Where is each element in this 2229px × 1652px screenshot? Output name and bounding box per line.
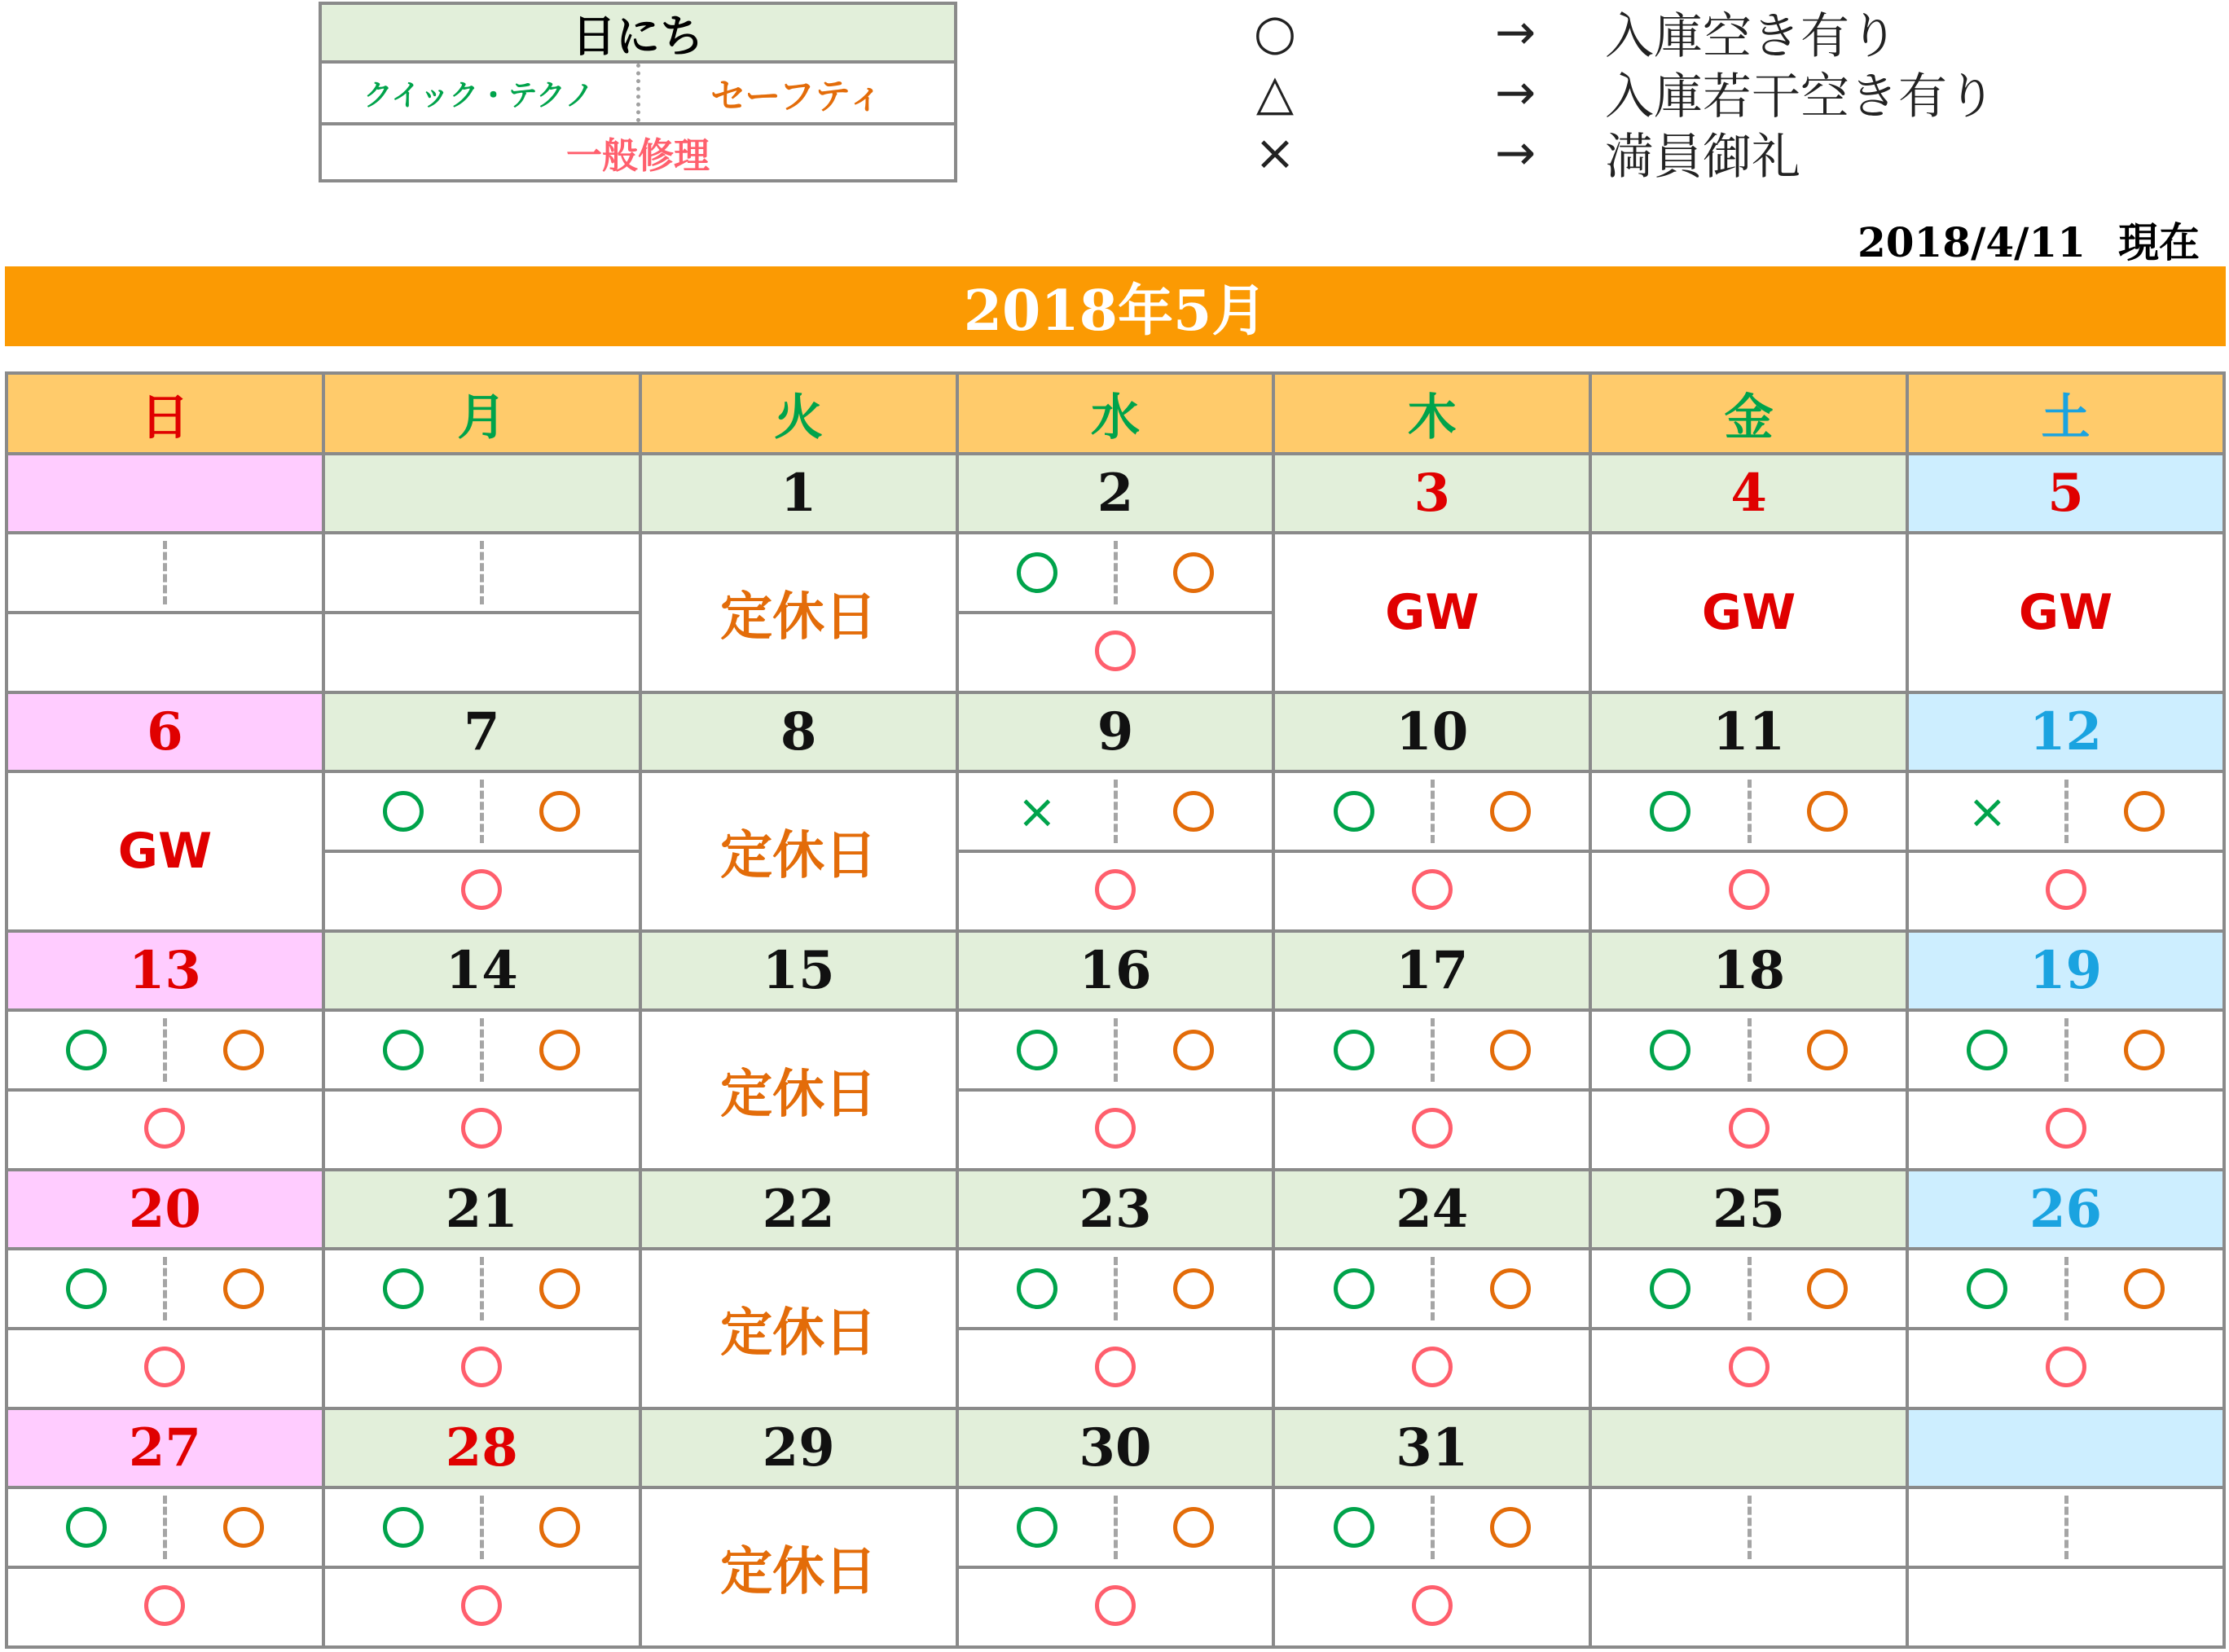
quick-techno-status — [1909, 1250, 2065, 1327]
cross-symbol: × — [1254, 125, 1296, 182]
available-circle-icon — [1334, 791, 1374, 832]
general-repair-status — [7, 1329, 323, 1408]
available-circle-icon — [539, 791, 580, 832]
slot-row-top — [957, 771, 1274, 851]
quick-techno-status — [1909, 773, 2065, 850]
available-circle-icon — [1650, 1030, 1690, 1070]
available-circle-icon — [1173, 791, 1214, 832]
slot-row-top — [1273, 1010, 1590, 1090]
available-circle-icon — [144, 1108, 185, 1149]
available-circle-icon — [1017, 1268, 1057, 1309]
day-number: 15 — [640, 931, 957, 1010]
quick-techno-status — [8, 1012, 165, 1088]
available-circle-icon — [1095, 869, 1136, 910]
legend-general-repair-label: 一般修理 — [566, 135, 710, 177]
available-circle-icon — [2124, 1268, 2165, 1309]
available-circle-icon — [1412, 1108, 1453, 1149]
available-circle-icon — [2046, 1347, 2086, 1387]
triangle-symbol: △ — [1255, 64, 1295, 121]
general-repair-status — [323, 1567, 640, 1647]
available-circle-icon — [1173, 1507, 1214, 1548]
available-circle-icon — [539, 1268, 580, 1309]
general-repair-status — [957, 851, 1274, 931]
legend-middle-row — [322, 64, 954, 125]
dashed-divider — [163, 541, 167, 604]
legend-quick-techno-label: クイック・テクノ — [322, 64, 640, 122]
safety-status — [2066, 1012, 2222, 1088]
quick-techno-status — [1275, 1012, 1431, 1088]
circle-symbol: ○ — [1253, 4, 1297, 61]
gw-label: GW — [7, 771, 323, 931]
day-number: 12 — [1907, 692, 2224, 771]
available-circle-icon — [383, 1268, 424, 1309]
day-number: 10 — [1273, 692, 1590, 771]
slot-row-top — [1590, 1010, 1907, 1090]
available-circle-icon — [461, 1108, 502, 1149]
weekday-header: 土 — [1907, 373, 2224, 454]
safety-status — [1749, 1250, 1906, 1327]
day-number: 22 — [640, 1170, 957, 1249]
day-number: 24 — [1273, 1170, 1590, 1249]
slot-row-top — [323, 771, 640, 851]
available-circle-icon — [1173, 552, 1214, 593]
available-circle-icon — [1173, 1268, 1214, 1309]
general-repair-status — [957, 1090, 1274, 1170]
available-circle-icon — [1490, 791, 1531, 832]
safety-status — [1115, 534, 1272, 611]
closed-day-label: 定休日 — [640, 771, 957, 931]
weekday-header: 水 — [957, 373, 1274, 454]
available-circle-icon — [1807, 791, 1848, 832]
slot-row-top — [323, 1487, 640, 1567]
dashed-divider — [480, 541, 484, 604]
day-number: 28 — [323, 1408, 640, 1487]
quick-techno-status — [325, 773, 481, 850]
day-number: 14 — [323, 931, 640, 1010]
as-of-date — [1858, 210, 2200, 269]
general-repair-status — [1273, 1567, 1590, 1647]
available-circle-icon — [1173, 1030, 1214, 1070]
safety-status — [165, 1489, 321, 1566]
safety-status — [2066, 773, 2222, 850]
day-number: 20 — [7, 1170, 323, 1249]
slot-row-top — [323, 1010, 640, 1090]
available-circle-icon — [1967, 1268, 2007, 1309]
legend-date-label: 日にち — [322, 5, 954, 64]
quick-techno-status — [1275, 773, 1431, 850]
available-circle-icon — [383, 791, 424, 832]
safety-status — [1432, 1250, 1589, 1327]
day-number: 6 — [7, 692, 323, 771]
available-circle-icon — [1412, 1585, 1453, 1626]
general-repair-status — [957, 613, 1274, 692]
general-repair-status — [1907, 1329, 2224, 1408]
slot-row-top — [957, 1249, 1274, 1329]
general-repair-status — [323, 1090, 640, 1170]
symbol-legend-row — [1238, 3, 2053, 65]
available-circle-icon — [223, 1268, 264, 1309]
day-number: 2 — [957, 454, 1274, 533]
available-circle-icon — [1729, 869, 1770, 910]
safety-status — [1749, 773, 1906, 850]
legend-box — [319, 2, 957, 182]
available-circle-icon — [1650, 791, 1690, 832]
safety-status — [481, 773, 638, 850]
quick-techno-status — [1275, 1250, 1431, 1327]
day-number — [1590, 1408, 1907, 1487]
safety-status — [481, 1489, 638, 1566]
available-circle-icon — [1490, 1268, 1531, 1309]
available-circle-icon — [223, 1507, 264, 1548]
symbol-legend-row — [1238, 64, 2053, 125]
full-cross-icon: × — [1017, 784, 1057, 839]
slot-row-top — [7, 1487, 323, 1567]
available-circle-icon — [1334, 1507, 1374, 1548]
safety-status — [2066, 1250, 2222, 1327]
available-circle-icon — [1095, 1108, 1136, 1149]
general-repair-status — [1590, 1567, 1907, 1647]
day-number: 3 — [1273, 454, 1590, 533]
calendar-title: 2018年5月 — [5, 266, 2226, 346]
day-number — [1907, 1408, 2224, 1487]
safety-status — [165, 1250, 321, 1327]
safety-status — [1115, 1250, 1272, 1327]
general-repair-status — [1907, 851, 2224, 931]
day-number: 31 — [1273, 1408, 1590, 1487]
slot-row-top — [1590, 771, 1907, 851]
general-repair-status — [7, 1567, 323, 1647]
available-circle-icon — [1412, 1347, 1453, 1387]
weekday-header: 木 — [1273, 373, 1590, 454]
quick-techno-status — [8, 1250, 165, 1327]
slot-row-top — [1907, 771, 2224, 851]
day-number: 30 — [957, 1408, 1274, 1487]
day-number: 18 — [1590, 931, 1907, 1010]
closed-day-label: 定休日 — [640, 1010, 957, 1170]
as-of-label: 現在 — [2118, 219, 2200, 266]
quick-techno-status — [325, 1250, 481, 1327]
available-circle-icon — [2124, 1030, 2165, 1070]
quick-techno-status — [325, 1012, 481, 1088]
weekday-header: 火 — [640, 373, 957, 454]
general-repair-status — [957, 1329, 1274, 1408]
weekday-header: 金 — [1590, 373, 1907, 454]
safety-status — [1115, 773, 1272, 850]
quick-techno-status — [959, 1012, 1115, 1088]
day-number: 1 — [640, 454, 957, 533]
available-circle-icon — [1412, 869, 1453, 910]
general-repair-status — [323, 1329, 640, 1408]
safety-status — [1432, 1489, 1589, 1566]
dashed-divider — [2064, 1496, 2069, 1559]
general-repair-status — [957, 1567, 1274, 1647]
available-circle-icon — [66, 1268, 107, 1309]
slot-row-top — [957, 533, 1274, 613]
general-repair-status — [7, 613, 323, 692]
day-number: 13 — [7, 931, 323, 1010]
available-circle-icon — [1095, 1347, 1136, 1387]
closed-day-label: 定休日 — [640, 533, 957, 692]
available-circle-icon — [1807, 1268, 1848, 1309]
slot-row-top — [1273, 1249, 1590, 1329]
safety-status — [165, 1012, 321, 1088]
quick-techno-status — [959, 773, 1115, 850]
quick-techno-status — [1592, 773, 1748, 850]
gw-label: GW — [1273, 533, 1590, 692]
slot-row-top — [1590, 1487, 1907, 1567]
weekday-header: 月 — [323, 373, 640, 454]
day-number: 4 — [1590, 454, 1907, 533]
legend-safety-label: セーフティ — [710, 76, 884, 117]
day-number: 23 — [957, 1170, 1274, 1249]
available-circle-icon — [1017, 1030, 1057, 1070]
day-number: 8 — [640, 692, 957, 771]
general-repair-status — [323, 613, 640, 692]
general-repair-status — [1590, 851, 1907, 931]
day-number: 29 — [640, 1408, 957, 1487]
symbol-meaning: 入庫空き有り — [1605, 8, 1898, 65]
slot-row-top — [7, 1249, 323, 1329]
general-repair-status — [1590, 1329, 1907, 1408]
day-number: 11 — [1590, 692, 1907, 771]
day-number: 9 — [957, 692, 1274, 771]
available-circle-icon — [66, 1030, 107, 1070]
slot-row-top — [957, 1487, 1274, 1567]
general-repair-status — [1907, 1567, 2224, 1647]
general-repair-status — [323, 851, 640, 931]
quick-techno-status — [1275, 1489, 1431, 1566]
available-circle-icon — [2046, 1108, 2086, 1149]
safety-status — [1432, 773, 1589, 850]
available-circle-icon — [1017, 1507, 1057, 1548]
day-number: 19 — [1907, 931, 2224, 1010]
symbol-meaning: 入庫若干空き有り — [1605, 68, 1996, 125]
available-circle-icon — [461, 1347, 502, 1387]
slot-row-top — [7, 533, 323, 613]
arrow-icon: → — [1494, 125, 1537, 182]
calendar-grid — [5, 371, 2226, 1649]
slot-row-top — [957, 1010, 1274, 1090]
available-circle-icon — [1967, 1030, 2007, 1070]
day-number: 17 — [1273, 931, 1590, 1010]
safety-status — [1749, 1012, 1906, 1088]
general-repair-status — [1590, 1090, 1907, 1170]
available-circle-icon — [1490, 1507, 1531, 1548]
safety-status — [481, 1012, 638, 1088]
available-circle-icon — [383, 1030, 424, 1070]
slot-row-top — [7, 1010, 323, 1090]
available-circle-icon — [1334, 1030, 1374, 1070]
available-circle-icon — [1729, 1347, 1770, 1387]
weekday-header: 日 — [7, 373, 323, 454]
dashed-divider — [1748, 1496, 1752, 1559]
available-circle-icon — [383, 1507, 424, 1548]
available-circle-icon — [1807, 1030, 1848, 1070]
available-circle-icon — [66, 1507, 107, 1548]
safety-status — [1115, 1012, 1272, 1088]
quick-techno-status — [325, 1489, 481, 1566]
as-of-date-value: 2018/4/11 — [1857, 218, 2086, 266]
general-repair-status — [1273, 851, 1590, 931]
slot-row-top — [1907, 1487, 2224, 1567]
quick-techno-status — [1592, 1012, 1748, 1088]
slot-row-top — [1907, 1010, 2224, 1090]
symbol-meaning: 満員御礼 — [1605, 129, 1800, 186]
available-circle-icon — [539, 1030, 580, 1070]
general-repair-status — [1273, 1090, 1590, 1170]
available-circle-icon — [144, 1347, 185, 1387]
closed-day-label: 定休日 — [640, 1249, 957, 1408]
available-circle-icon — [1729, 1108, 1770, 1149]
quick-techno-status — [1592, 1250, 1748, 1327]
quick-techno-status — [959, 1250, 1115, 1327]
safety-status — [1115, 1489, 1272, 1566]
day-number: 7 — [323, 692, 640, 771]
arrow-icon: → — [1494, 4, 1537, 61]
day-number — [323, 454, 640, 533]
general-repair-status — [7, 1090, 323, 1170]
available-circle-icon — [1017, 552, 1057, 593]
quick-techno-status — [1909, 1012, 2065, 1088]
slot-row-top — [1590, 1249, 1907, 1329]
available-circle-icon — [539, 1507, 580, 1548]
arrow-icon: → — [1494, 64, 1537, 121]
day-number: 26 — [1907, 1170, 2224, 1249]
day-number: 5 — [1907, 454, 2224, 533]
available-circle-icon — [144, 1585, 185, 1626]
available-circle-icon — [2124, 791, 2165, 832]
day-number: 16 — [957, 931, 1274, 1010]
safety-status — [1432, 1012, 1589, 1088]
available-circle-icon — [1650, 1268, 1690, 1309]
safety-status — [481, 1250, 638, 1327]
gw-label: GW — [1590, 533, 1907, 692]
available-circle-icon — [1490, 1030, 1531, 1070]
available-circle-icon — [2046, 869, 2086, 910]
available-circle-icon — [461, 1585, 502, 1626]
slot-row-top — [1273, 771, 1590, 851]
slot-row-top — [323, 1249, 640, 1329]
available-circle-icon — [1334, 1268, 1374, 1309]
day-number — [7, 454, 323, 533]
available-circle-icon — [223, 1030, 264, 1070]
symbol-legend-row — [1238, 124, 2053, 186]
slot-row-top — [1273, 1487, 1590, 1567]
day-number: 25 — [1590, 1170, 1907, 1249]
available-circle-icon — [1095, 630, 1136, 671]
quick-techno-status — [959, 1489, 1115, 1566]
quick-techno-status — [959, 534, 1115, 611]
quick-techno-status — [8, 1489, 165, 1566]
symbol-legend — [1238, 0, 2053, 187]
slot-row-top — [1907, 1249, 2224, 1329]
gw-label: GW — [1907, 533, 2224, 692]
general-repair-status — [1907, 1090, 2224, 1170]
general-repair-status — [1273, 1329, 1590, 1408]
available-circle-icon — [461, 869, 502, 910]
slot-row-top — [323, 533, 640, 613]
full-cross-icon: × — [1967, 784, 2007, 839]
day-number: 21 — [323, 1170, 640, 1249]
day-number: 27 — [7, 1408, 323, 1487]
available-circle-icon — [1095, 1585, 1136, 1626]
closed-day-label: 定休日 — [640, 1487, 957, 1647]
